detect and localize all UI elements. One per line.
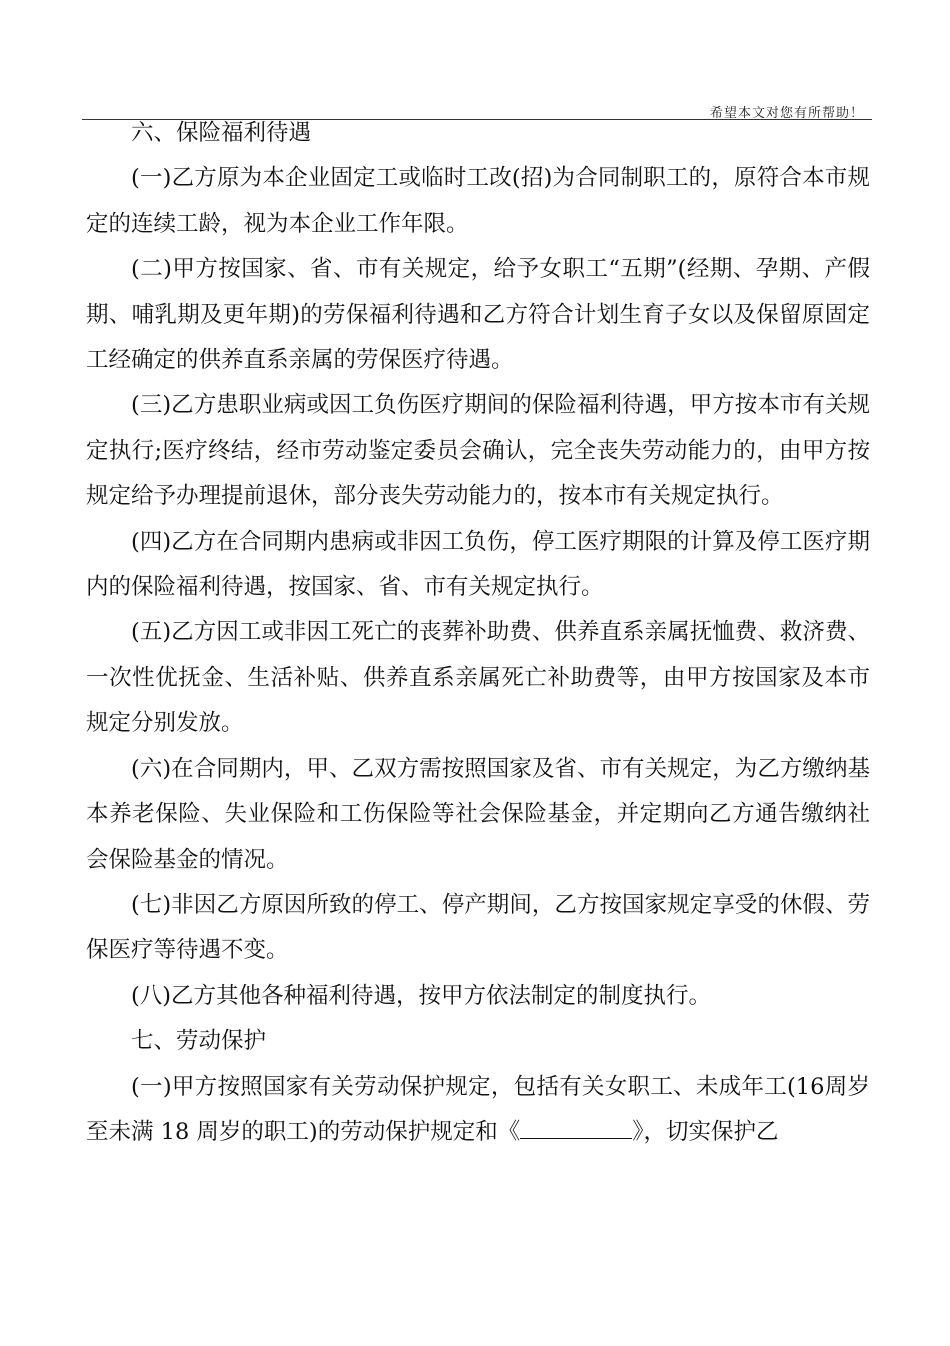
section-heading-6: 六、保险福利待遇 <box>131 120 312 146</box>
paragraph-6-7: (七)非因乙方原因所致的停工、停产期间，乙方按国家规定享受的休假、劳保医疗等待遇不变。 <box>86 891 870 964</box>
section-heading-7: 七、劳动保护 <box>131 1028 267 1055</box>
paragraph-7-1-text-after: 》，切实保护乙 <box>632 1118 779 1145</box>
header-note: 希望本文对您有所帮助！ <box>709 106 864 121</box>
paragraph-6-3: (三)乙方患职业病或因工负伤医疗期间的保险福利待遇，甲方按本市有关规定执行;医疗终结，经市劳动鉴定委员会确认，完全丧失劳动能力的，由甲方按规定给予办理提前退休，部分丧失劳动能力的，按本市有关规定执行。 <box>86 392 870 510</box>
paragraph-6-1: (一)乙方原为本企业固定工或临时工改(招)为合同制职工的，原符合本市规定的连续工龄，视为本企业工作年限。 <box>86 165 870 237</box>
paragraph-7-1-text-before: (一)甲方按照国家有关劳动保护规定，包括有关女职工、未成年工(16周岁至未满 18 周岁的职工)的劳动保护规定和《 <box>86 1073 870 1145</box>
paragraph-6-8: (八)乙方其他各种福利待遇，按甲方依法制定的制度执行。 <box>131 982 712 1009</box>
fill-in-blank <box>520 1116 632 1139</box>
paragraph-6-4: (四)乙方在合同期内患病或非因工负伤，停工医疗期限的计算及停工医疗期内的保险福利待遇，按国家、省、市有关规定执行。 <box>86 528 870 601</box>
paragraph-6-2: (二)甲方按国家、省、市有关规定，给予女职工“五期”(经期、孕期、产假期、哺乳期及更年期)的劳保福利待遇和乙方符合计划生育子女以及保留原固定工经确定的供养直系亲属的劳保医疗待遇。 <box>86 256 870 374</box>
paragraph-7-1 <box>86 1065 870 1156</box>
paragraph-6-6: (六)在合同期内，甲、乙双方需按照国家及省、市有关规定，为乙方缴纳基本养老保险、失业保险和工伤保险等社会保险基金，并定期向乙方通告缴纳社会保险基金的情况。 <box>86 755 870 873</box>
document-body <box>86 111 870 1155</box>
paragraph-6-5: (五)乙方因工或非因工死亡的丧葬补助费、供养直系亲属抚恤费、救济费、一次性优抚金、生活补贴、供养直系亲属死亡补助费等，由甲方按国家及本市规定分别发放。 <box>86 619 870 737</box>
